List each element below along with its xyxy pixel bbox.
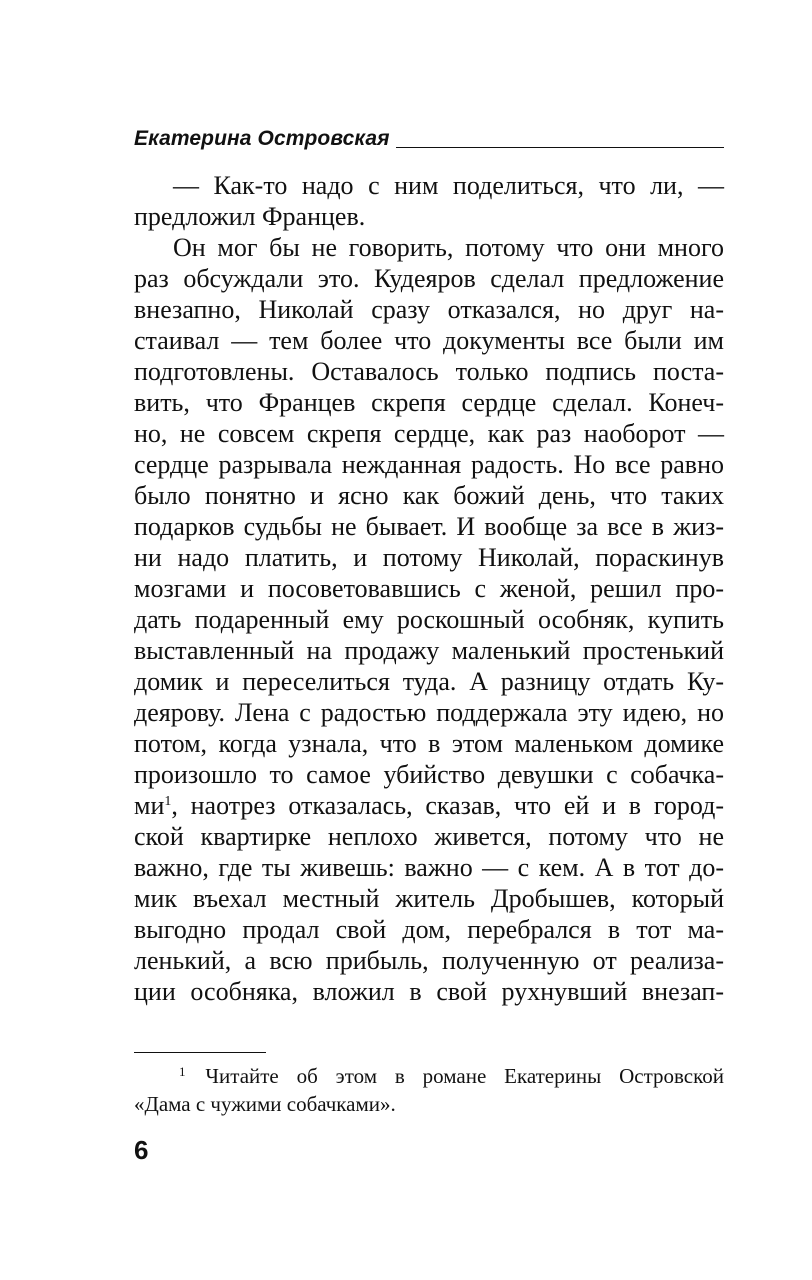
text-line: домик и переселиться туда. А разницу отдать Ку- xyxy=(134,667,724,696)
page-number: 6 xyxy=(134,1135,149,1165)
text-line: ской квартирке неплохо живется, потому что не xyxy=(134,822,724,851)
text-line: внезапно, Николай сразу отказался, но друг на- xyxy=(134,295,724,324)
text-segment: , наотрез отказалась, сказав, что ей и в город- xyxy=(171,791,724,820)
text-line: ции особняка, вложил в свой рухнувший внезап- xyxy=(134,977,724,1006)
text-line: раз обсуждали это. Кудеяров сделал предложение xyxy=(134,264,724,293)
footnote-text: Читайте об этом в романе Екатерины Островской xyxy=(205,1064,724,1088)
footnote xyxy=(134,1062,724,1118)
footnote-marker: 1 xyxy=(179,1064,186,1079)
text-line: важно, где ты живешь: важно — с кем. А в тот до- xyxy=(134,853,724,882)
text-line: выставленный на продажу маленький простенький xyxy=(134,636,724,665)
text-line: мик въехал местный житель Дробышев, который xyxy=(134,884,724,913)
text-line-with-footnote-ref xyxy=(134,790,724,821)
body-text xyxy=(134,170,724,1007)
text-line: мозгами и посоветовавшись с женой, решил про- xyxy=(134,574,724,603)
footnote-line: «Дама с чужими собачками». xyxy=(134,1092,396,1116)
text-line: стаивал — тем более что документы все были им xyxy=(134,326,724,355)
text-line: вить, что Францев скрепя сердце сделал. Конеч- xyxy=(134,388,724,417)
running-head xyxy=(134,124,724,154)
footnote-line xyxy=(134,1062,724,1090)
text-line: произошло то самое убийство девушки с собачка- xyxy=(134,760,724,789)
text-line: дать подаренный ему роскошный особняк, купить xyxy=(134,605,724,634)
text-line: подготовлены. Оставалось только подпись поста- xyxy=(134,357,724,386)
text-line: подарков судьбы не бывает. И вообще за все в жиз- xyxy=(134,512,724,541)
text-line: предложил Францев. xyxy=(134,202,366,231)
text-line: — Как-то надо с ним поделиться, что ли, — xyxy=(173,171,724,200)
text-line: ни надо платить, и потому Николай, пораскинув xyxy=(134,543,724,572)
running-head-rule xyxy=(396,147,724,148)
text-line: деярову. Лена с радостью поддержала эту идею, но xyxy=(134,698,724,727)
text-line: но, не совсем скрепя сердце, как раз наоборот — xyxy=(134,419,724,448)
footnote-reference: 1 xyxy=(164,794,172,809)
text-line: ленький, а всю прибыль, полученную от реализа- xyxy=(134,946,724,975)
text-line: выгодно продал свой дом, перебрался в тот ма- xyxy=(134,915,724,944)
text-line: потом, когда узнала, что в этом маленьком домике xyxy=(134,729,724,758)
text-segment: ми xyxy=(134,791,165,820)
text-line: было понятно и ясно как божий день, что таких xyxy=(134,481,724,510)
text-line: сердце разрывала нежданная радость. Но все равно xyxy=(134,450,724,479)
running-head-author: Екатерина Островская xyxy=(134,127,390,150)
footnote-rule xyxy=(134,1052,266,1053)
text-line: Он мог бы не говорить, потому что они много xyxy=(173,233,724,262)
